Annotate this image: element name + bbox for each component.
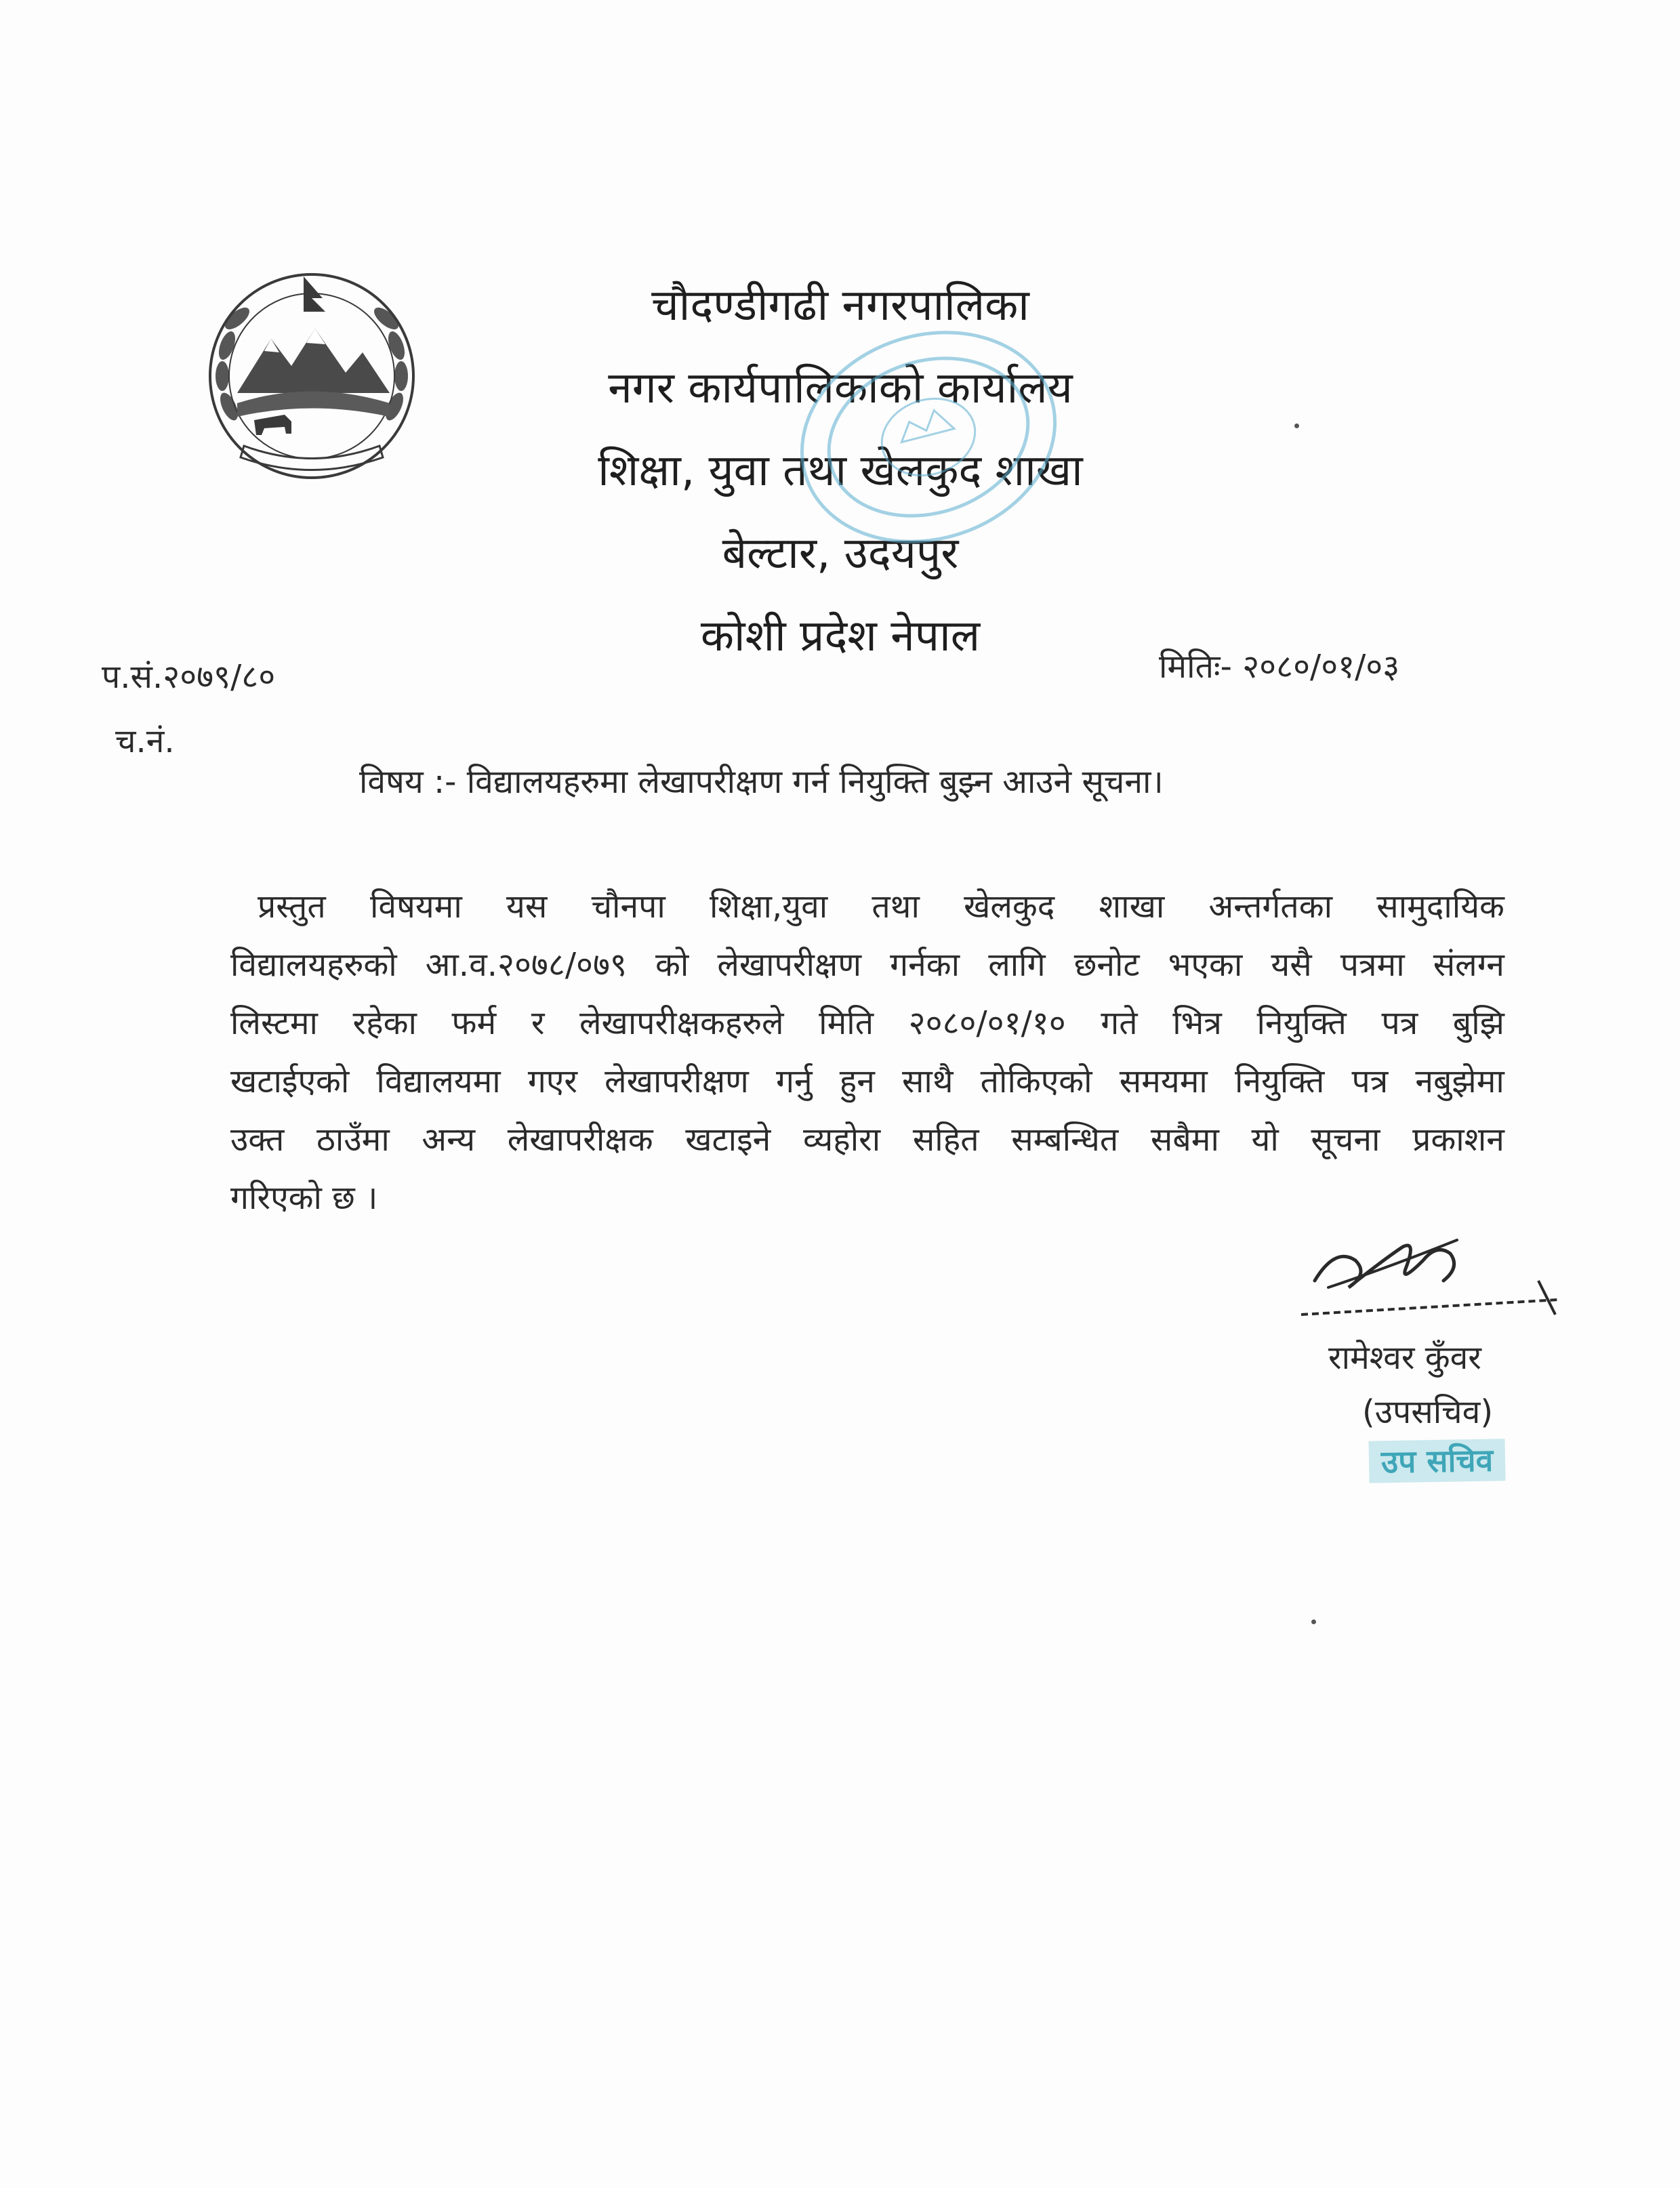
scan-speck (1294, 424, 1299, 428)
body-word: बुझि (1452, 1004, 1504, 1042)
body-word: खटाइने (685, 1121, 771, 1159)
body-word: चौनपा (591, 888, 665, 926)
municipality-name: चौदण्डीगढी नगरपालिका (651, 281, 1029, 331)
body-word: विद्यालयमा (376, 1062, 501, 1100)
body-word: खटाईएको (230, 1062, 350, 1100)
body-word: व्यहोरा (802, 1121, 881, 1159)
office-name: नगर कार्यपालिकाको कार्यालय (608, 363, 1073, 413)
body-word: सम्बन्धित (1011, 1121, 1119, 1159)
body-word: गर्नका (890, 946, 960, 984)
body-word: भएका (1168, 946, 1243, 984)
body-word: गएर (527, 1062, 578, 1100)
body-word: हुन (839, 1062, 875, 1100)
body-line (230, 994, 1504, 1052)
designation-stamp: उप सचिव (1368, 1439, 1505, 1483)
signatory-title: (उपसचिव) (1362, 1393, 1494, 1431)
body-word: विषयमा (369, 888, 462, 926)
body-word: गरिएको छ । (230, 1179, 378, 1217)
body-word: शाखा (1099, 888, 1165, 926)
body-word: आ.व.२०७८/०७९ (425, 946, 627, 984)
body-word: सबैमा (1150, 1121, 1219, 1159)
office-location: बेल्टार, उदयपुर (722, 529, 959, 579)
body-word: पत्र (1351, 1062, 1389, 1100)
body-word: लेखापरीक्षण (605, 1062, 749, 1100)
body-word: संलग्न (1433, 946, 1504, 984)
body-word: लेखापरीक्षण (717, 946, 862, 984)
body-line (230, 936, 1504, 994)
handwritten-signature-icon (1288, 1220, 1572, 1335)
body-line (230, 878, 1504, 936)
nepal-coat-of-arms-icon (190, 264, 434, 488)
office-round-stamp-icon (732, 302, 1125, 573)
body-word: गर्नु (775, 1062, 813, 1100)
body-word: अन्तर्गतका (1208, 888, 1333, 926)
body-word: प्रस्तुत (258, 888, 326, 926)
body-line (230, 1169, 1504, 1227)
body-word: फर्म (451, 1004, 497, 1042)
body-word: खेलकुद (964, 888, 1055, 926)
body-word: यो (1251, 1121, 1279, 1159)
body-word: लिस्टमा (230, 1004, 318, 1042)
body-word: नबुझेमा (1415, 1062, 1504, 1100)
body-word: मिति (819, 1004, 874, 1042)
body-word: लेखापरीक्षकहरुले (579, 1004, 784, 1042)
letter-body (230, 878, 1504, 1227)
body-word: को (655, 946, 689, 984)
body-word: छनोट (1073, 946, 1140, 984)
body-word: यस (506, 888, 548, 926)
body-word: लागि (988, 946, 1046, 984)
body-word: पत्र (1381, 1004, 1418, 1042)
body-word: भित्र (1172, 1004, 1222, 1042)
body-word: प्रकाशन (1412, 1121, 1504, 1159)
body-word: पत्रमा (1340, 946, 1405, 984)
body-word: उक्त (230, 1121, 285, 1159)
body-word: नियुक्ति (1234, 1062, 1325, 1100)
body-word: रहेका (352, 1004, 417, 1042)
body-word: तथा (872, 888, 920, 926)
province-country: कोशी प्रदेश नेपाल (700, 611, 981, 661)
body-word: ठाउँमा (316, 1121, 390, 1159)
signatory-name: रामेश्वर कुँवर (1328, 1339, 1481, 1377)
body-word: र (531, 1004, 545, 1042)
letter-subject: विषय :- विद्यालयहरुमा लेखापरीक्षण गर्न नियुक्ति बुझ्न आउने सूचना। (359, 763, 1164, 801)
body-word: अन्य (422, 1121, 476, 1159)
body-word: यसै (1271, 946, 1312, 984)
dispatch-number: च.नं. (115, 722, 175, 760)
body-word: लेखापरीक्षक (507, 1121, 653, 1159)
body-word: नियुक्ति (1256, 1004, 1347, 1042)
body-word: सहित (912, 1121, 979, 1159)
body-word: शिक्षा,युवा (710, 888, 828, 926)
body-word: सामुदायिक (1376, 888, 1504, 926)
body-line (230, 1052, 1504, 1111)
body-line (230, 1111, 1504, 1169)
body-word: सूचना (1311, 1121, 1380, 1159)
body-word: विद्यालयहरुको (230, 946, 397, 984)
body-word: समयमा (1119, 1062, 1208, 1100)
branch-name: शिक्षा, युवा तथा खेलकुद शाखा (598, 446, 1083, 496)
body-word: गते (1101, 1004, 1138, 1042)
body-word: २०८०/०१/१० (908, 1004, 1066, 1042)
reference-number: प.सं.२०७९/८० (102, 658, 276, 696)
body-word: साथै (901, 1062, 954, 1100)
scan-speck (1311, 1619, 1316, 1624)
body-word: तोकिएको (980, 1062, 1092, 1100)
letter-date: मितिः- २०८०/०१/०३ (1159, 648, 1400, 686)
